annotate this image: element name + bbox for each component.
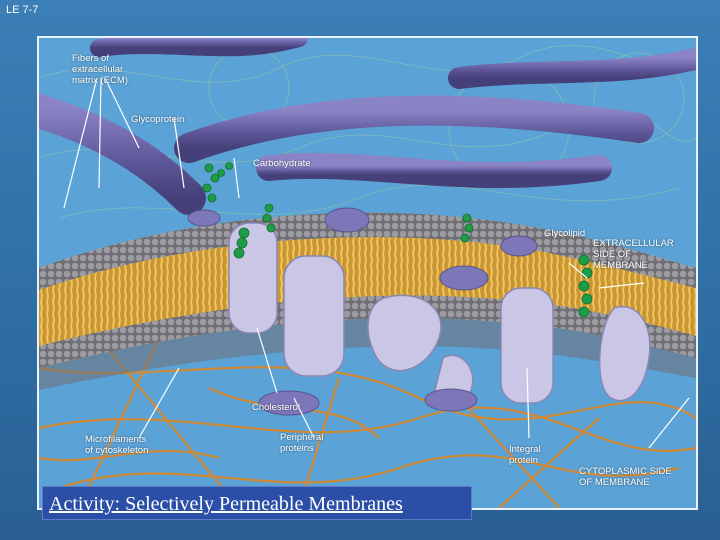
glycoprotein-label: Glycoprotein [131,114,185,125]
carbohydrate-label: Carbohydrate [253,158,311,169]
extracellular-side-label: EXTRACELLULAR SIDE OF MEMBRANE [593,238,674,271]
microfilaments-label: Microfilaments of cytoskeleton [85,434,149,456]
membrane-diagram-panel [37,36,698,510]
integral-protein-label: Integral protein [509,444,541,466]
glycolipid-label: Glycolipid [544,228,586,239]
slide-title: LE 7-7 [6,4,39,16]
activity-link[interactable]: Activity: Selectively Permeable Membranes [42,486,472,520]
peripheral-proteins-label: Peripheral proteins [280,432,324,454]
cytoplasmic-side-label: CYTOPLASMIC SIDE OF MEMBRANE [579,466,672,488]
ecm-label: Fibers of extracellular matrix (ECM) [72,53,128,86]
cholesterol-label: Cholesterol [252,402,301,413]
